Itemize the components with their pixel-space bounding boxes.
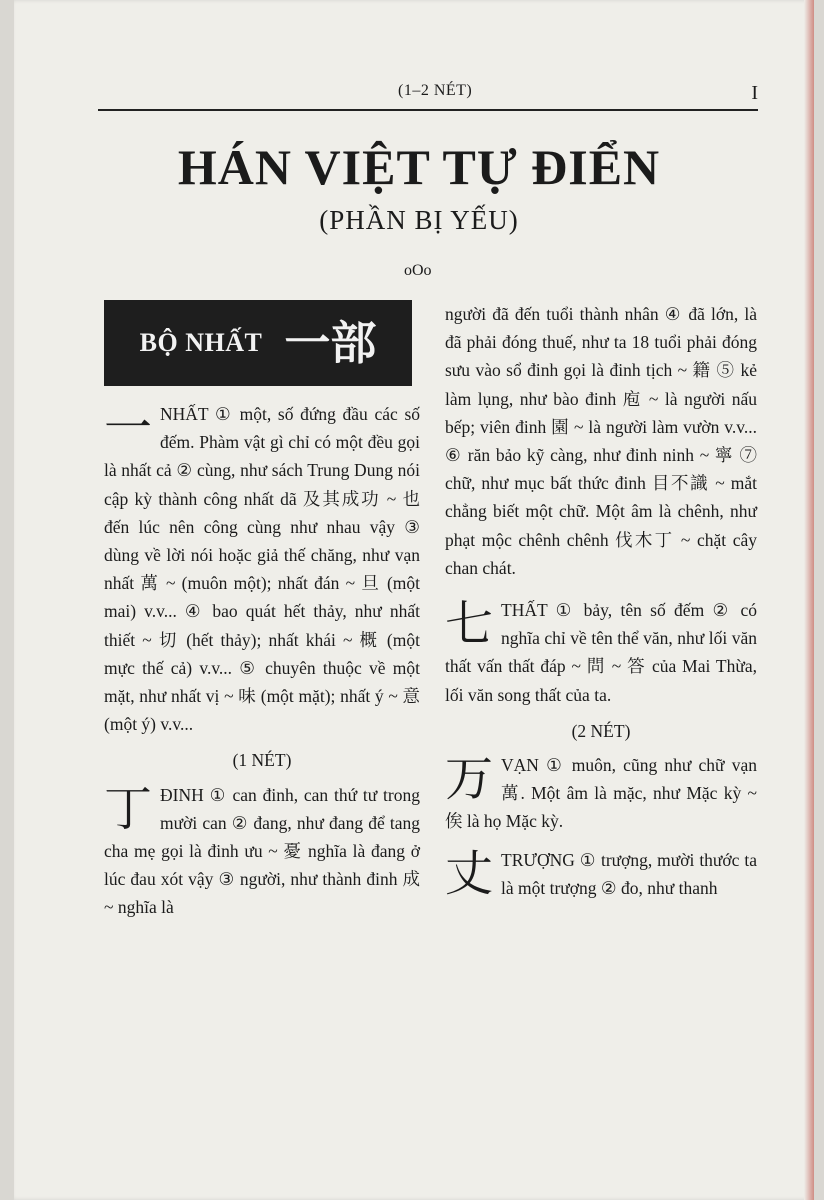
entry-glyph: 七	[445, 596, 494, 653]
entry-dinh-continued: người đã đến tuổi thành nhân ④ đã lớn, là đã phải đóng thuế, như ta 18 tuổi phải đóng sưu vào sổ đinh gọi là đinh tịch ~ 籍 ⑤ kẻ làm lụng, như bào đinh 庖 ~ là người nấu bếp; viên đinh 園 ~ là người làm vườn v.v... ⑥ răn bảo kỹ càng, như đinh ninh ~ 寧 ⑦ chữ, như mục bất thức đinh 目不識 ~ mắt chẳng biết một chữ. Một âm là chênh, như phạt mộc chênh chênh 伐木丁 ~ chặt cây chan chát.	[445, 304, 757, 578]
entry-text: VẠN ① muôn, cũng như chữ vạn 萬. Một âm là mặc, như Mặc kỳ ~ 俟 là họ Mặc kỳ.	[445, 755, 757, 832]
running-head: (1–2 NÉT)	[398, 82, 473, 99]
radical-heading-box	[104, 300, 412, 386]
page-number: I	[751, 82, 758, 104]
page-subtitle: (PHẦN BỊ YẾU)	[319, 205, 519, 235]
right-column	[445, 300, 757, 902]
entry-nhat	[104, 400, 420, 738]
left-column	[104, 300, 420, 922]
entry-dinh	[104, 781, 420, 922]
entry-glyph: 丈	[445, 845, 494, 902]
entry-text: NHẤT ① một, số đứng đầu các số đếm. Phàm vật gì chỉ có một đều gọi là nhất cả ② cùng, như sách Trung Dung nói cập kỳ thành công nhất dã 及其成功 ~ 也 đến lúc nên công cùng như nhau vậy ③ dùng về lời nói hoặc giả thế chăng, như vạn nhất 萬 ~ (muôn một); nhất đán ~ 旦 (một mai) v.v... ④ bao quát hết thảy, như nhất thiết ~ 切 (hết thảy); nhất khái ~ 概 (một mực thế cả) v.v... ⑤ chuyên thuộc về một mặt, như nhất vị ~ 味 (một mặt); nhất ý ~ 意 (một ý) v.v...	[104, 404, 420, 735]
running-header	[98, 80, 758, 110]
section-heading: (2 NÉT)	[571, 720, 631, 741]
entry-truong	[445, 846, 757, 902]
entry-text: TRƯỢNG ① trượng, mười thước ta là một trượng ② đo, như thanh	[501, 849, 757, 898]
entry-that	[445, 596, 757, 709]
radical-han: 一部	[284, 315, 377, 370]
entry-text: ĐINH ① can đinh, can thứ tư trong mười can ② đang, như đang để tang cha mẹ gọi là đinh ưu ~ 憂 nghĩa là đang ở lúc đau xót vậy ③ người, như thành đinh 成 ~ nghĩa là	[104, 784, 420, 918]
dictionary-page	[14, 0, 814, 1200]
entry-glyph: 丁	[104, 780, 153, 837]
page-edge	[804, 0, 814, 1200]
header-rule	[98, 109, 758, 111]
ornament: oOo	[404, 262, 432, 279]
entry-glyph: 万	[445, 751, 494, 808]
section-heading: (1 NÉT)	[232, 750, 292, 771]
entry-text: THẤT ① bảy, tên số đếm ② có nghĩa chỉ về tên thể văn, như lối văn thất vấn thất đáp ~ 問 ~ 答 của Mai Thừa, lối văn song thất của ta.	[445, 600, 757, 705]
radical-name: BỘ NHẤT	[139, 327, 263, 357]
entry-glyph: 一	[104, 400, 153, 456]
entry-van	[445, 751, 757, 836]
page-title: HÁN VIỆT TỰ ĐIỂN	[177, 139, 661, 195]
